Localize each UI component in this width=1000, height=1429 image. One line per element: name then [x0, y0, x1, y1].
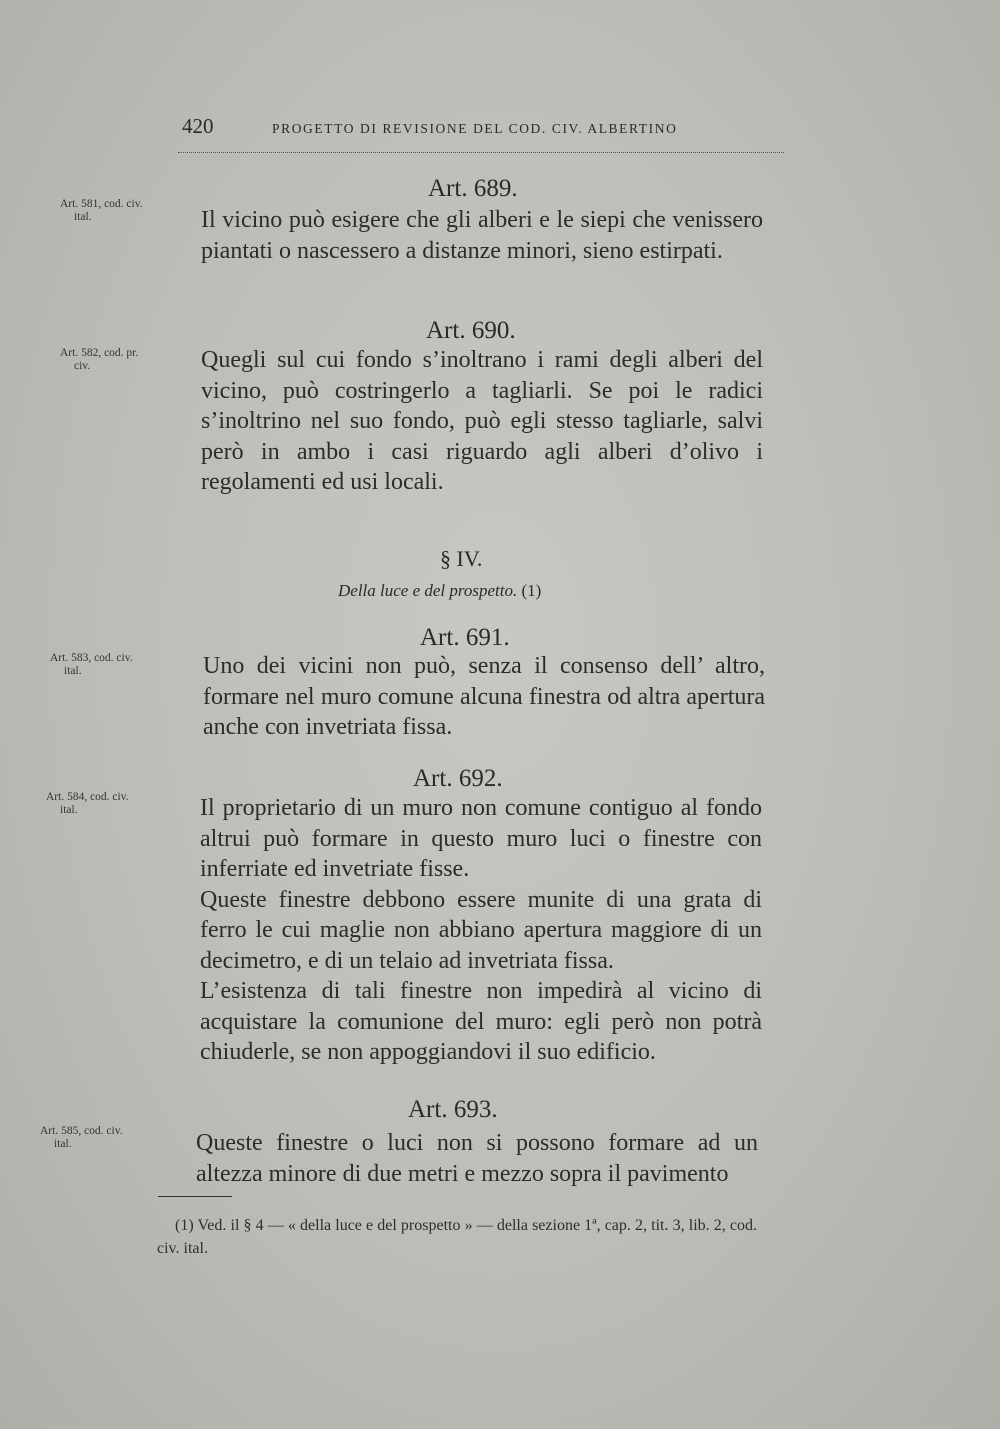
section-title-text: Della luce e del prospetto.: [338, 581, 518, 600]
paragraph: Queste finestre debbono essere munite di una grata di ferro le cui maglie non abbiano apertura maggiore di un decimetro, e di un telaio ad invetriata fissa.: [200, 886, 762, 974]
article-body: [165, 651, 765, 743]
footnote: [157, 1214, 757, 1260]
article-heading: Art. 690.: [426, 317, 516, 344]
article-heading: Art. 692.: [413, 765, 503, 792]
margin-note: [60, 198, 143, 224]
paragraph: Quegli sul cui fondo s’inoltrano i rami degli alberi del vicino, può costringerlo a tagliarli. Se poi le radici s’inoltrino nel suo fondo, può egli stesso tagliarle, salvi però in ambo i casi riguardo agli alberi d’olivo i regolamenti ed usi locali.: [201, 347, 763, 495]
footnote-text: Ved. il § 4 — « della luce e del prospetto » — della sezione 1ª, cap. 2, tit. 3, lib. 2, cod. civ. ital.: [157, 1217, 757, 1257]
margin-note-line: Art. 585, cod. civ.: [40, 1125, 123, 1137]
article-body: [162, 793, 762, 1068]
paragraph: L’esistenza di tali finestre non impedirà al vicino di acquistare la comunione del muro: egli però non potrà chiuderle, se non appoggiandovi il suo edificio.: [200, 978, 762, 1065]
margin-note-line: civ.: [74, 360, 91, 372]
footnote-number: (1): [175, 1217, 194, 1234]
article-heading: Art. 693.: [408, 1096, 498, 1123]
article-body: [163, 205, 763, 266]
margin-note: [60, 347, 138, 373]
margin-note-line: ital.: [74, 211, 92, 223]
running-title: PROGETTO DI REVISIONE DEL COD. CIV. ALBERTINO: [272, 121, 678, 136]
paragraph: Queste finestre o luci non si possono formare ad un altezza minore di due metri e mezzo sopra il pavimento: [196, 1130, 758, 1187]
paragraph: Uno dei vicini non può, senza il consenso dell’ altro, formare nel muro comune alcuna finestra od altra apertura anche con invetriata fissa.: [203, 653, 765, 740]
article-heading: Art. 689.: [428, 175, 518, 202]
section-mark: § IV.: [440, 546, 483, 571]
margin-note-line: Art. 582, cod. pr.: [60, 347, 139, 359]
footnote-reference: (1): [521, 581, 542, 600]
footnote-rule: [158, 1196, 232, 1197]
margin-note: [40, 1125, 123, 1151]
margin-note-line: Art. 584, cod. civ.: [46, 791, 129, 803]
article-heading: Art. 691.: [420, 624, 510, 651]
page-number: 420: [182, 114, 214, 138]
margin-note-line: Art. 581, cod. civ.: [60, 198, 143, 210]
margin-note: [50, 652, 133, 678]
margin-note-line: ital.: [54, 1138, 72, 1150]
margin-note: [46, 791, 129, 817]
paragraph: Il vicino può esigere che gli alberi e le siepi che venissero piantati o nascessero a distanze minori, sieno estirpati.: [201, 207, 763, 264]
margin-note-line: Art. 583, cod. civ.: [50, 652, 133, 664]
margin-note-line: ital.: [60, 804, 78, 816]
section-title: [338, 581, 541, 601]
running-head: [178, 112, 784, 153]
paragraph: Il proprietario di un muro non comune contiguo al fondo altrui può formare in questo muro luci o finestre con inferriate ed invetriate fisse.: [200, 795, 762, 882]
article-body: [163, 345, 763, 498]
margin-note-line: ital.: [64, 665, 82, 677]
article-body: [158, 1128, 758, 1189]
